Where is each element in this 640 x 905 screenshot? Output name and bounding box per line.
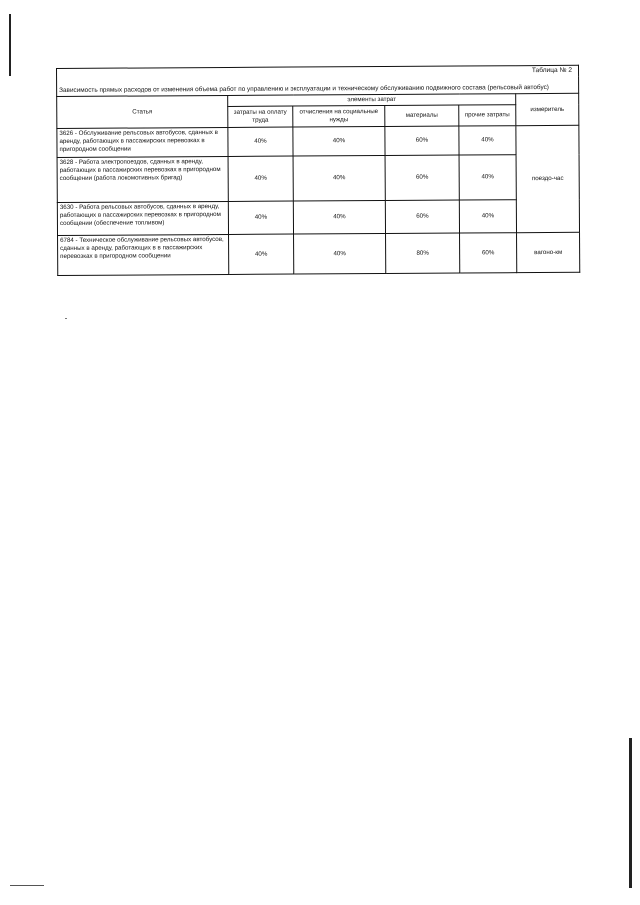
table-row xyxy=(57,154,579,202)
row-article: 3626 - Обслуживание рельсовых автобусов, сданных в аренду, работающих в пассажирских перевозках в пригородном сообщении xyxy=(57,127,228,157)
row-social: 40% xyxy=(294,233,386,274)
row-other: 40% xyxy=(459,126,516,155)
row-materials: 60% xyxy=(385,200,459,233)
header-social: отчисления на социальные нужды xyxy=(293,105,385,127)
row-article: 6784 - Техническое обслуживание рельсовых автобусов, сданных в аренду, работающих в в пассажирских перевозках в пригородном сообщении xyxy=(58,234,229,275)
table-row xyxy=(57,199,579,235)
row-labor: 40% xyxy=(228,156,293,201)
row-social: 40% xyxy=(293,200,385,234)
header-other: прочие затраты xyxy=(459,105,516,126)
header-materials: материалы xyxy=(385,105,459,126)
row-other: 40% xyxy=(459,155,516,200)
row-labor: 40% xyxy=(229,234,294,274)
table-row xyxy=(58,232,580,275)
header-article: Статья xyxy=(57,95,228,128)
row-other: 40% xyxy=(459,200,516,233)
scan-edge-mark xyxy=(10,885,44,886)
row-materials: 60% xyxy=(385,126,459,155)
table-caption: Зависимость прямых расходов от изменения объема работ по управлению и эксплуатации и техническому обслуживанию подвижного состава (рельсовый автобус) xyxy=(57,77,579,97)
header-labor: затраты на оплату труда xyxy=(228,106,293,127)
cost-dependency-table xyxy=(56,65,580,276)
row-unit: вагоно-км xyxy=(517,232,580,272)
row-labor: 40% xyxy=(228,127,293,156)
row-social: 40% xyxy=(293,126,385,156)
row-article: 3630 - Работа рельсовых автобусов, сданных в аренду, работающих в пассажирских перевозках в пригородном сообщении (обеспечение топливом) xyxy=(57,201,228,235)
header-cost-elements: элементы затрат xyxy=(228,94,516,107)
header-unit: измеритель xyxy=(516,93,579,125)
table-row xyxy=(57,125,579,157)
row-social: 40% xyxy=(293,155,385,201)
row-materials: 80% xyxy=(386,233,460,273)
row-unit-shared: поездо-час xyxy=(516,125,580,232)
row-materials: 60% xyxy=(385,155,459,200)
scan-edge-mark xyxy=(629,738,632,888)
row-labor: 40% xyxy=(228,201,293,234)
row-article: 3628 - Работа электропоездов, сданных в аренду, работающих в пассажирских перевозках в пригородном сообщении (работа локомотивных бригад) xyxy=(57,156,228,202)
row-other: 60% xyxy=(460,233,517,273)
table-number: Таблица № 2 xyxy=(57,65,579,80)
scan-speck xyxy=(65,318,67,319)
scan-edge-mark xyxy=(9,14,11,76)
